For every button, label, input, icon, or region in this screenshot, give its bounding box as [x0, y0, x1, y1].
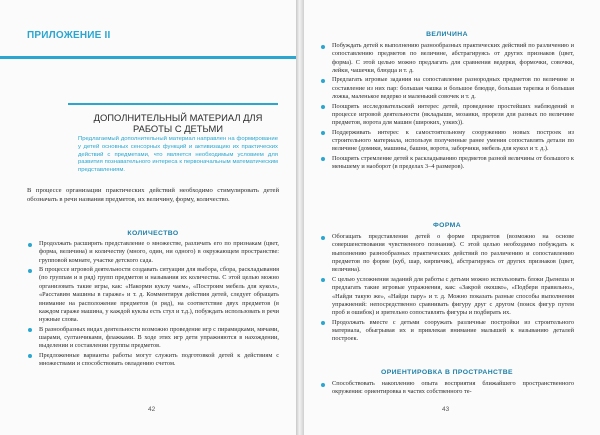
right-page	[304, 0, 600, 435]
list-item: В процессе игровой деятельности создавать ситуации для выбора, сбора, раскладывания (по группам и в ряд) групп предметов и называния их количества. С этой целью можно организовать такие игры, как: «Накорми куклу чаем», «Построим мебель для кукол», «Расставим машины в гараже» и т. д. Комментируя действия детей, следует обращать внимание на расположение предметов (в ряд), на соответствие двух предметов (в каждом гараже машина, у каждой куклы есть стул и т.д.), побуждать использовать в речи нужные слова.	[27, 266, 279, 324]
bullet-icon	[321, 131, 325, 135]
top-divider	[0, 56, 296, 59]
quantity-list	[27, 240, 279, 370]
section-heading-quantity: КОЛИЧЕСТВО	[127, 230, 179, 237]
title-divider	[68, 103, 278, 105]
bullet-icon	[321, 45, 325, 49]
bullet-icon	[28, 269, 32, 273]
list-item: В разнообразных видах деятельности возможно проведение игр с пирамидками, мячами, шарами, султанчиками, флажками. В ходе этих игр дети упражняются в нахождении, выделении и составлении группы предметов.	[27, 326, 279, 351]
list-item: С целью усложнения заданий для работы с детьми можно использовать блоки Дьенеша и предлагать такие игровые упражнения, как: «Закрой окошко», «Подбери правильно», «Найди такую же», «Найди пару» и т. д. Можно показать разные способы выполнения упражнений: непосредственно сравнивать фигуру друг с другом (поиск фигур путем проб и ошибок) и зрительно сопоставлять фигуры и подбирать их.	[320, 276, 574, 318]
bullet-icon	[321, 79, 325, 83]
book-gutter	[296, 0, 304, 435]
list-item: Способствовать накоплению опыта восприятия ближайшего пространственного окружения: ориентировка в частях собственного те-	[320, 380, 574, 397]
bullet-icon	[321, 321, 325, 325]
bullet-icon	[28, 243, 32, 247]
shape-list	[320, 233, 574, 345]
list-item: Обогащать представления детей о форме предметов (возможно на основе совершенствования чувственного познания). С этой целью необходимо побуждать к выполнению разнообразных практических действий по различению и сопоставлению предметов по форме (куб, шар, кирпичик), абстрагируясь от других признаков (цвет, величина).	[320, 233, 574, 275]
intro-text: Предлагаемый дополнительный материал направлен на формирование у детей основных сенсорных функций и активизацию их практических действий с предметами, что является необходимым условием для развития познавательного интереса к первоначальным математическим представлениям.	[78, 136, 278, 174]
bullet-icon	[321, 157, 325, 161]
bullet-icon	[28, 354, 32, 358]
appendix-label: ПРИЛОЖЕНИЕ II	[27, 30, 111, 41]
section-heading-space: ОРИЕНТИРОВКА В ПРОСТРАНСТВЕ	[381, 369, 513, 376]
list-item: Продолжать расширять представление о множестве, различать его по признакам (цвет, форма, величина) и количеству (много, один, ни одного) в окружающем пространстве: групповой комнате, участке детского сада.	[27, 240, 279, 265]
body-paragraph: В процессе организации практических действий необходимо стимулировать детей обозначать в речи названия предметов, их величину, форму, количество.	[27, 187, 279, 204]
size-list	[320, 42, 574, 173]
section-heading-size: ВЕЛИЧИНА	[426, 31, 468, 38]
bullet-icon	[321, 383, 325, 387]
bullet-icon	[28, 328, 32, 332]
bullet-icon	[321, 278, 325, 282]
list-item: Поощрять стремление детей к раскладыванию предметов разной величины от большого к меньшему и наоборот (в пределах 3–4 размеров).	[320, 155, 574, 172]
list-item: Поощрять исследовательский интерес детей, проведение простейших наблюдений в процессе игровой деятельности (вкладыши, мозаики, прорези для разных по величине предметов, ворота для машин (широких, узких)).	[320, 103, 574, 128]
bullet-icon	[321, 236, 325, 240]
page-title: ДОПОЛНИТЕЛЬНЫЙ МАТЕРИАЛ ДЛЯ РАБОТЫ С ДЕТЬМИ	[93, 112, 263, 134]
list-item: Побуждать детей к выполнению разнообразных практических действий по различению и сопоставлению предметов по величине, абстрагируясь от других признаков (цвет, форма). С этой целью можно предлагать для сравнения ведерки, формочки, совочки, лейки, чашечки, блюдца и т. д.	[320, 42, 574, 75]
list-item: Предлагать игровые задания на сопоставление разнородных предметов по величине и составление из них пар: большая чашка и большое блюдце, большая тарелка и большая ложка, маленькое ведерко и маленький совочек и т. д.	[320, 76, 574, 101]
list-item: Продолжать вместе с детьми сооружать различные постройки из строительного материала, обыгрывая их и привлекая внимание малышей к называнию деталей построек.	[320, 319, 574, 344]
bullet-icon	[321, 105, 325, 109]
list-item: Предложенные варианты работы могут служить подготовкой детей к действиям с множествами и способствовать овладению счетом.	[27, 352, 279, 369]
space-list	[320, 380, 574, 398]
page-number-left: 42	[148, 406, 156, 413]
list-item: Поддерживать интерес к самостоятельному сооружению новых построек из строительного материала, используя полученные ранее умения сопоставлять детали по величине (домики, машины, башни, ворота, заборчики, мебель для кукол и т. д.).	[320, 129, 574, 154]
left-page	[0, 0, 296, 435]
page-number-right: 43	[442, 406, 450, 413]
section-heading-shape: ФОРМА	[432, 222, 462, 229]
